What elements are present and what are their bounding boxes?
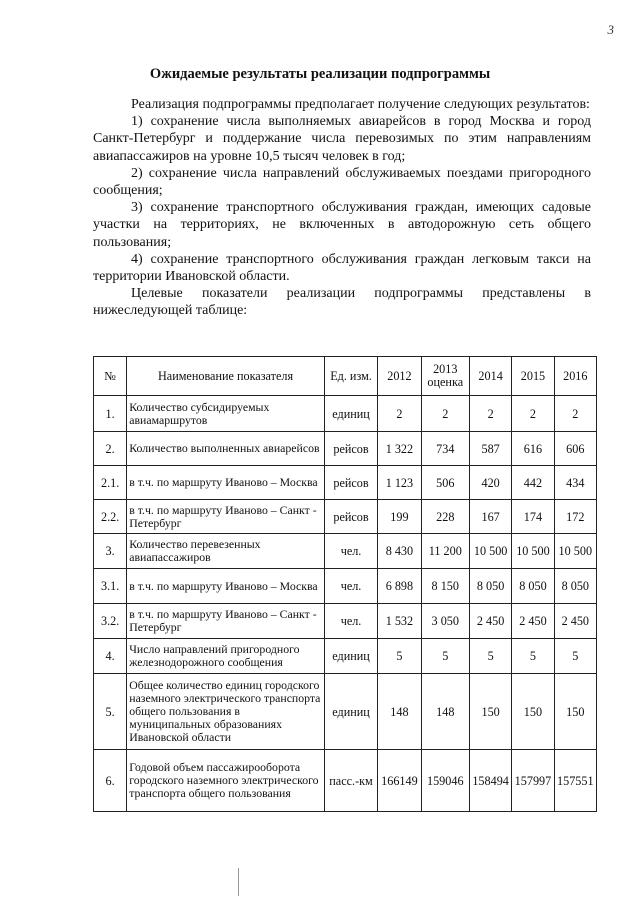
cell-num: 5. xyxy=(94,674,127,750)
cell-unit: рейсов xyxy=(324,432,377,466)
cell-num: 2.2. xyxy=(94,500,127,534)
cell-name: Число направлений пригородного железнодорожного сообщения xyxy=(127,639,325,674)
cell-2012: 166149 xyxy=(378,750,421,812)
header-2015: 2015 xyxy=(512,357,554,396)
cell-2015: 174 xyxy=(512,500,554,534)
cell-2013: 11 200 xyxy=(421,534,469,569)
cell-name: Количество субсидируемых авиамаршрутов xyxy=(127,396,325,432)
paragraph-intro: Реализация подпрограммы предполагает получение следующих результатов: xyxy=(131,97,590,112)
cell-2016: 5 xyxy=(554,639,596,674)
table-row xyxy=(94,500,597,534)
cell-name: Общее количество единиц городского наземного электрического транспорта общего пользования в муниципальных образованиях Ивановской области xyxy=(127,674,325,750)
cell-2014: 2 xyxy=(469,396,511,432)
cell-2013: 228 xyxy=(421,500,469,534)
cell-2012: 199 xyxy=(378,500,421,534)
cell-2012: 1 123 xyxy=(378,466,421,500)
cell-name: в т.ч. по маршруту Иваново – Санкт - Петербург xyxy=(127,500,325,534)
cell-num: 2. xyxy=(94,432,127,466)
cell-name: в т.ч. по маршруту Иваново – Москва xyxy=(127,569,325,604)
cell-name: в т.ч. по маршруту Иваново – Москва xyxy=(127,466,325,500)
cell-2014: 158494 xyxy=(469,750,511,812)
cell-2016: 172 xyxy=(554,500,596,534)
cell-2013: 159046 xyxy=(421,750,469,812)
cell-unit: единиц xyxy=(324,396,377,432)
header-2013-year: 2013 xyxy=(433,362,458,376)
paragraph-result-4: 4) сохранение транспортного обслуживания граждан легковым такси на территории Ивановской области. xyxy=(93,251,591,285)
cell-name: Годовой объем пассажирооборота городского наземного электрического транспорта общего пользования xyxy=(127,750,325,812)
cell-unit: единиц xyxy=(324,674,377,750)
table-row xyxy=(94,534,597,569)
cell-2013: 5 xyxy=(421,639,469,674)
cell-2013: 3 050 xyxy=(421,604,469,639)
cell-unit: чел. xyxy=(324,569,377,604)
cell-name: Количество выполненных авиарейсов xyxy=(127,432,325,466)
cell-2012: 6 898 xyxy=(378,569,421,604)
cell-2016: 2 450 xyxy=(554,604,596,639)
cell-name: Количество перевезенных авиапассажиров xyxy=(127,534,325,569)
cell-2012: 8 430 xyxy=(378,534,421,569)
cell-2014: 10 500 xyxy=(469,534,511,569)
cell-2016: 10 500 xyxy=(554,534,596,569)
cell-2013: 148 xyxy=(421,674,469,750)
paragraph-table-intro: Целевые показатели реализации подпрограммы представлены в нижеследующей таблице: xyxy=(93,286,591,319)
cell-2016: 157551 xyxy=(554,750,596,812)
indicators-table xyxy=(93,356,597,812)
header-unit: Ед. изм. xyxy=(324,357,377,396)
table-header-row xyxy=(94,357,597,396)
body-text xyxy=(93,96,591,320)
cell-2015: 10 500 xyxy=(512,534,554,569)
cell-2014: 5 xyxy=(469,639,511,674)
header-2012: 2012 xyxy=(378,357,421,396)
cell-2016: 606 xyxy=(554,432,596,466)
cell-num: 1. xyxy=(94,396,127,432)
cell-num: 3. xyxy=(94,534,127,569)
section-heading: Ожидаемые результаты реализации подпрограммы xyxy=(149,66,491,82)
table-row xyxy=(94,750,597,812)
cell-num: 3.1. xyxy=(94,569,127,604)
table-row xyxy=(94,639,597,674)
table-row xyxy=(94,674,597,750)
cell-2015: 8 050 xyxy=(512,569,554,604)
header-2016: 2016 xyxy=(554,357,596,396)
cell-unit: единиц xyxy=(324,639,377,674)
cell-2014: 167 xyxy=(469,500,511,534)
cell-num: 4. xyxy=(94,639,127,674)
cell-2012: 2 xyxy=(378,396,421,432)
table-row xyxy=(94,604,597,639)
cell-2014: 150 xyxy=(469,674,511,750)
cell-2012: 5 xyxy=(378,639,421,674)
cell-2015: 616 xyxy=(512,432,554,466)
cell-2012: 1 532 xyxy=(378,604,421,639)
cell-2012: 148 xyxy=(378,674,421,750)
paragraph-result-1: 1) сохранение числа выполняемых авиарейсов в город Москва и город Санкт-Петербург и поддержание числа перевозимых по этим направлениям авиапассажиров на уровне 10,5 тысяч человек в год; xyxy=(93,114,591,164)
cell-2013: 2 xyxy=(421,396,469,432)
paragraph-result-2: 2) сохранение числа направлений обслуживаемых поездами пригородного сообщения; xyxy=(93,165,591,199)
cell-2015: 150 xyxy=(512,674,554,750)
cell-2015: 157997 xyxy=(512,750,554,812)
header-2014: 2014 xyxy=(469,357,511,396)
cell-2013: 506 xyxy=(421,466,469,500)
cell-2013: 8 150 xyxy=(421,569,469,604)
header-name: Наименование показателя xyxy=(127,357,325,396)
header-num: № xyxy=(94,357,127,396)
cell-2014: 2 450 xyxy=(469,604,511,639)
cell-2013: 734 xyxy=(421,432,469,466)
cell-2014: 420 xyxy=(469,466,511,500)
cell-unit: чел. xyxy=(324,604,377,639)
cell-unit: пасс.-км xyxy=(324,750,377,812)
header-2013 xyxy=(421,357,469,396)
cell-unit: чел. xyxy=(324,534,377,569)
cell-num: 3.2. xyxy=(94,604,127,639)
table-row xyxy=(94,396,597,432)
cell-2016: 150 xyxy=(554,674,596,750)
paragraph-result-3: 3) сохранение транспортного обслуживания граждан, имеющих садовые участки на территориях, не включенных в автодорожную сеть общего пользования; xyxy=(93,200,591,250)
cell-2012: 1 322 xyxy=(378,432,421,466)
cell-name: в т.ч. по маршруту Иваново – Санкт - Петербург xyxy=(127,604,325,639)
table-row xyxy=(94,466,597,500)
cell-num: 6. xyxy=(94,750,127,812)
table-row xyxy=(94,569,597,604)
cell-2016: 434 xyxy=(554,466,596,500)
header-2013-note: оценка xyxy=(427,375,464,389)
scan-artifact-mark xyxy=(238,868,239,896)
cell-2014: 587 xyxy=(469,432,511,466)
table-row xyxy=(94,432,597,466)
page-number: 3 xyxy=(607,22,614,37)
cell-2015: 2 xyxy=(512,396,554,432)
cell-2014: 8 050 xyxy=(469,569,511,604)
cell-2016: 2 xyxy=(554,396,596,432)
cell-2016: 8 050 xyxy=(554,569,596,604)
cell-unit: рейсов xyxy=(324,466,377,500)
cell-unit: рейсов xyxy=(324,500,377,534)
cell-num: 2.1. xyxy=(94,466,127,500)
cell-2015: 442 xyxy=(512,466,554,500)
cell-2015: 5 xyxy=(512,639,554,674)
cell-2015: 2 450 xyxy=(512,604,554,639)
